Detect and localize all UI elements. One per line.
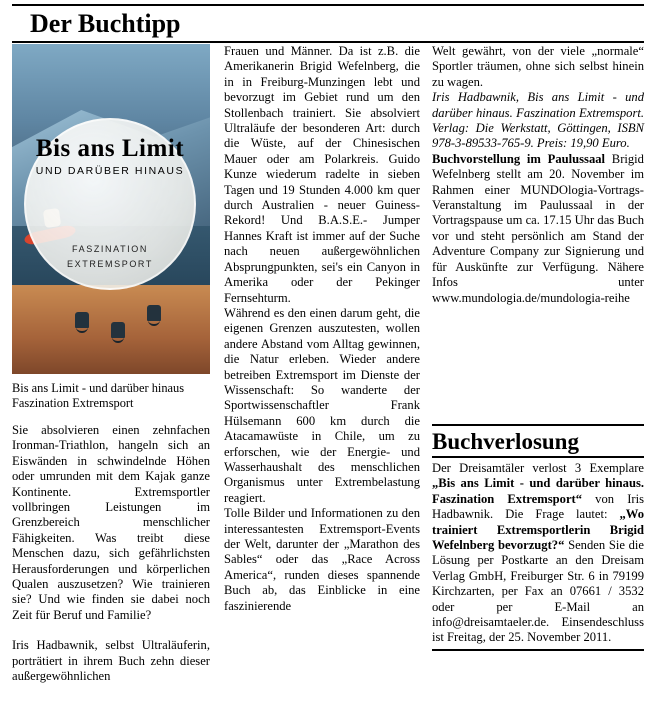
verlosung-question: „Wo trainiert Extremsportlerin Brigid Wefelnberg bevorzugt?“ — [432, 507, 644, 553]
body-paragraph: Sie absolvieren einen zehnfachen Ironman-Triathlon, hangeln sich an Eiswänden in schwindelnde Höhen oder umrunden mit dem Kajak ganze Kontinente. Extremsportler vollbringen Leistungen im Grenzbereich menschlicher Fähigkeiten. Was treibt diese Menschen dazu, sich gefährlichsten Herausforderungen und körperlichen Qualen auszusetzen? Wie trainieren sie? Und wie finden sie dabei noch Zeit für Beruf und Familie? — [12, 423, 210, 622]
verlosung-part-1: Der Dreisamtäler verlost 3 Exemplare — [432, 461, 644, 475]
photo-caption: Bis ans Limit - und darüber hinaus Faszination Extremsport — [12, 381, 185, 410]
buchverlosung-text — [432, 461, 644, 649]
verlosung-part-3: von Iris Hadbawnik. Die Frage lautet: — [432, 491, 644, 522]
book-cover-badge — [24, 118, 196, 290]
buchverlosung-box — [432, 424, 644, 651]
book-presentation-lead: Buchvorstellung im Paulussaal — [432, 151, 606, 166]
body-paragraph: Welt gewährt, von der viele „normale“ Sportler träumen, ohne sich selbst hinein zu wagen. — [432, 44, 644, 89]
page-title: Der Buchtipp — [30, 9, 181, 38]
badge-subtitle: UND DARÜBER HINAUS — [35, 165, 185, 178]
cyclist-shape — [75, 312, 89, 328]
cyclist-shape — [147, 305, 161, 321]
column-right — [432, 44, 644, 306]
masthead-rule-top — [12, 4, 644, 6]
masthead — [12, 4, 644, 43]
masthead-rule-bottom — [12, 41, 644, 43]
book-presentation-paragraph — [432, 152, 644, 306]
buchverlosung-headline: Buchverlosung — [432, 428, 644, 458]
body-paragraph: Iris Hadbawnik, selbst Ultraläuferin, porträtiert in ihrem Buch zehn dieser außergewöhnlichen — [12, 638, 210, 684]
badge-footer: FASZINATION EXTREMSPORT — [67, 243, 153, 270]
verlosung-book-title: „Bis ans Limit - und darüber hinaus. Faszination Extremsport“ — [432, 476, 644, 506]
article-photo — [12, 44, 210, 374]
cyclist-shape — [111, 322, 125, 338]
body-paragraph: Tolle Bilder und Informationen zu den interessantesten Extremsport-Events der Welt, darunter der „Marathon des Sables“ oder das „Race Across America“, runden dieses spannende Buch ab, das Einblicke in eine faszinierende — [224, 506, 420, 613]
book-presentation-text: Brigid Wefelnberg stellt am 20. November im Rahmen einer MUNDOlogia-Vortrags-Veranstaltung im Paulussaal in der Vortragspause um ca. 17.15 Uhr das Buch vor und steht persönlich am Stand der Adventure Company zur Signierung und für Auskünfte zur Verfügung. Nähere Infos unter www.mundologia.de/mundologia-reihe — [432, 151, 644, 305]
verlosung-part-5: Senden Sie die Lösung per Postkarte an den Dreisam Verlag GmbH, Freiburger Str. 6 in 79199 Kirchzarten, per Fax an 07661 / 3532 oder per E-Mail an info@dreisamtaeler.de. Einsendeschluss ist Freitag, der 25. November 2011. — [432, 538, 645, 645]
column-left — [12, 44, 210, 685]
body-paragraph: Frauen und Männer. Da ist z.B. die Amerikanerin Brigid Wefelnberg, die in in Freiburg-Munzingen lebt und bevorzugt im Gebiet rund um den Stollenbach trainiert. Sie absolviert Ultraläufe der besonderen Art: durch die Wüste, auf der Chinesischen Mauer oder am Polarkreis. Guido Kunze wiederum radelte in sieben Tagen und 19 Stunden 4.000 km quer durch Australien - neuer Guiness-Rekord! Und B.A.S.E.- Jumper Hannes Kraft ist immer auf der Suche nach neuen außergewöhnlichen Absprungpunkten, sei's ein Canyon in Amerika oder der Pekinger Fernsehturm. — [224, 44, 420, 305]
body-paragraph: Während es den einen darum geht, die eigenen Grenzen auszutesten, wollen andere Abstand vom Alltag gewinnen, die Natur erleben. Wieder andere betreiben Extremsport im Dienste der Wissenschaft: So wanderte der Sportwissenschaftler Frank Hülsemann 600 km durch die Atacamawüste in Chile, um zu erforschen, wie der Energie- und Wasserhaushalt des menschlichen Organismus unter Extrembelastung reagiert. — [224, 305, 420, 505]
book-reference: Iris Hadbawnik, Bis ans Limit - und darüber hinaus. Faszination Extremsport. Verlag: Die Werkstatt, Göttingen, ISBN 978-3-89533-765-9. Preis: 19,90 Euro. — [432, 90, 644, 151]
badge-title: Bis ans Limit — [35, 135, 185, 163]
column-middle — [224, 44, 420, 614]
